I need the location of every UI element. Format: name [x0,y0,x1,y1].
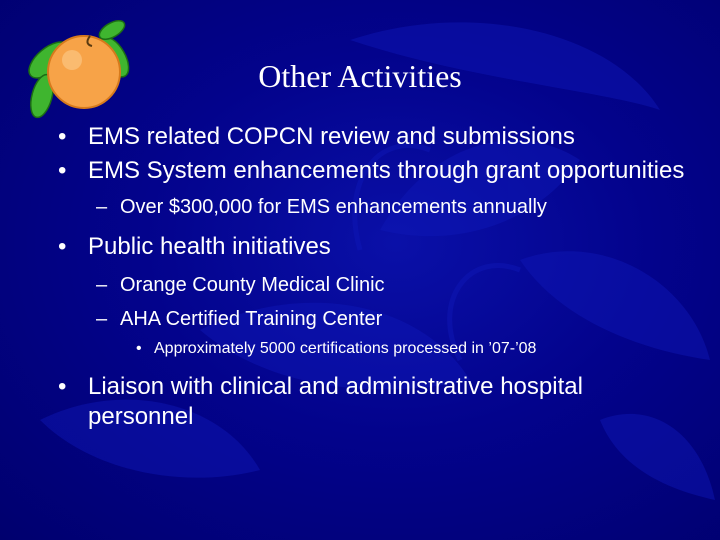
bullet-item [0,156,688,186]
bullet-text: EMS related COPCN review and submissions [88,123,575,150]
orange-fruit-icon [14,12,134,122]
sub-bullet-item [0,306,720,332]
sub-bullet-text: AHA Certified Training Center [120,308,383,330]
bullet-marker: • [136,340,142,357]
sub-bullet-item [0,194,720,220]
bullet-marker: • [58,373,67,400]
bullet-text: Liaison with clinical and administrative hospital personnel [88,373,583,430]
dash-marker: – [96,308,108,330]
dash-marker: – [96,196,108,218]
bullet-list [0,118,720,432]
bullet-marker: • [58,157,67,184]
sub-sub-bullet-text: Approximately 5000 certifications processed in ’07-’08 [154,340,537,357]
bullet-marker: • [58,123,67,150]
sub-sub-bullet-item [0,338,720,360]
sub-bullet-text: Orange County Medical Clinic [120,274,385,296]
bullet-item [0,122,688,152]
bullet-item [0,372,688,432]
sub-bullet-text: Over $300,000 for EMS enhancements annually [120,196,547,218]
sub-bullet-item [0,272,720,298]
bullet-marker: • [58,233,67,260]
bullet-item [0,232,688,262]
bullet-text: Public health initiatives [88,233,331,260]
slide-title: Other Activities [258,58,462,94]
dash-marker: – [96,274,108,296]
bullet-text: EMS System enhancements through grant opportunities [88,157,685,184]
